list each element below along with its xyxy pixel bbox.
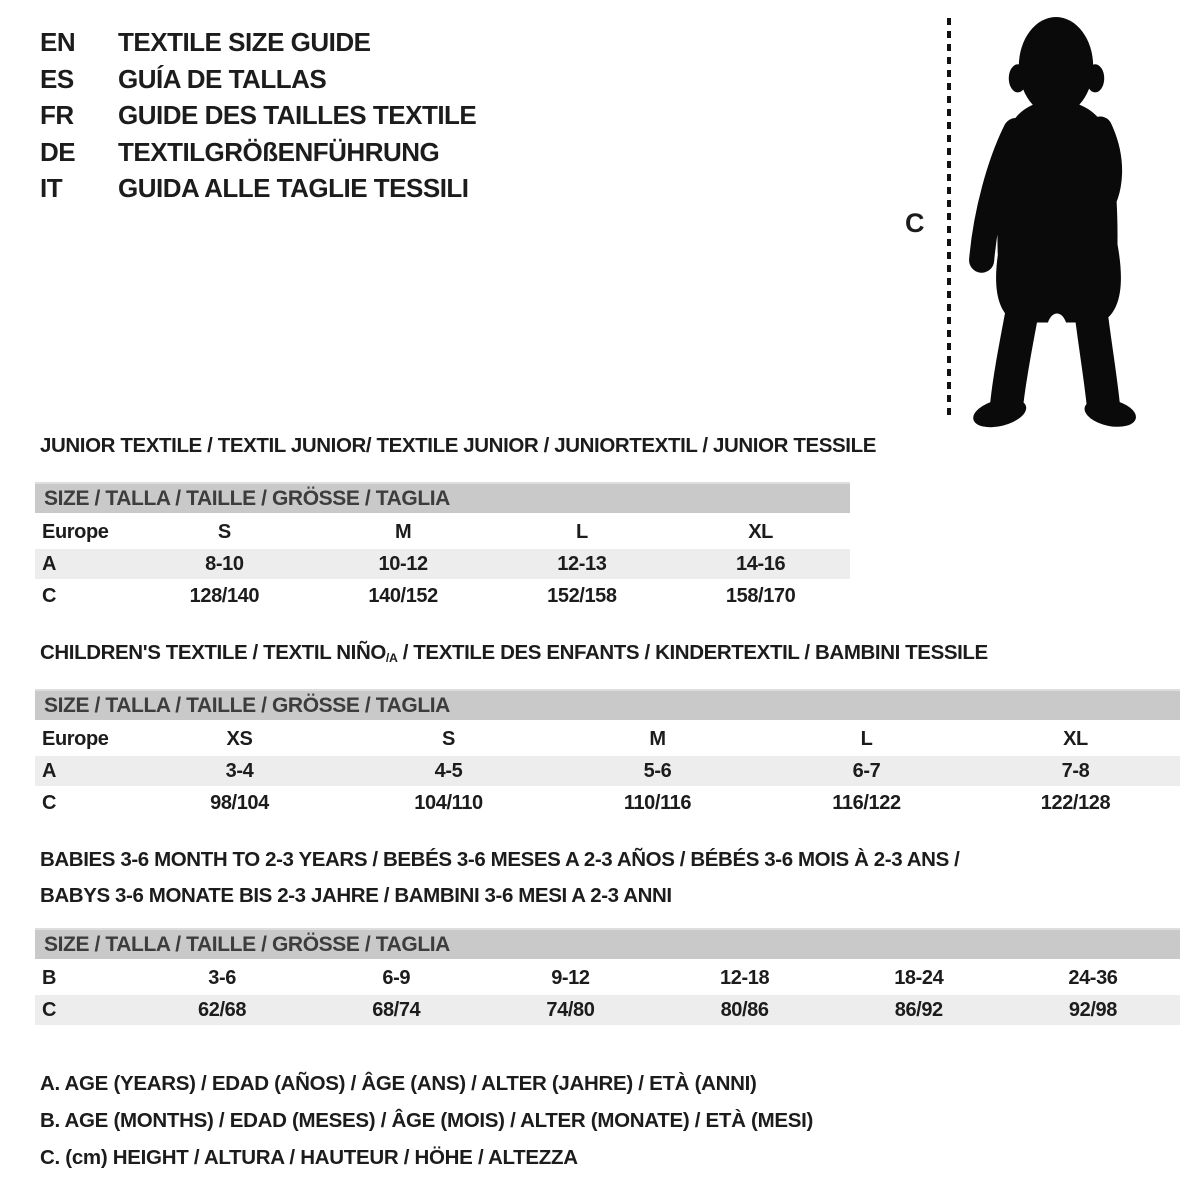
table-row-height [35, 995, 1180, 1025]
language-code: ES [40, 63, 74, 94]
table-row-age [35, 549, 850, 579]
language-title: TEXTILGRÖßENFÜHRUNG [118, 136, 440, 167]
table-row-height [35, 581, 850, 611]
row-label: B [42, 966, 57, 989]
age-cell: 8-10 [205, 552, 244, 575]
junior-section-title: JUNIOR TEXTILE / TEXTIL JUNIOR/ TEXTILE JUNIOR / JUNIORTEXTIL / JUNIOR TESSILE [40, 434, 876, 457]
size-cell: XL [748, 520, 773, 543]
legend-line-age-years: A. AGE (YEARS) / EDAD (AÑOS) / ÂGE (ANS) / ALTER (JAHRE) / ETÀ (ANNI) [40, 1072, 757, 1095]
height-measure-dashed-line [947, 18, 951, 416]
age-cell: 5-6 [643, 759, 672, 782]
height-measure-label: C [905, 208, 925, 238]
babies-size-table [35, 928, 1180, 1027]
size-header-bar: SIZE / TALLA / TAILLE / GRÖSSE / TAGLIA [35, 689, 1180, 720]
age-cell: 18-24 [894, 966, 944, 989]
height-cell: 98/104 [210, 791, 269, 814]
children-size-table [35, 689, 1180, 820]
size-header-bar: SIZE / TALLA / TAILLE / GRÖSSE / TAGLIA [35, 482, 850, 513]
height-cell: 104/110 [414, 791, 483, 814]
height-cell: 116/122 [832, 791, 901, 814]
age-cell: 3-6 [208, 966, 236, 989]
language-code: FR [40, 100, 74, 131]
legend-line-age-months: B. AGE (MONTHS) / EDAD (MESES) / ÂGE (MOIS) / ALTER (MONATE) / ETÀ (MESI) [40, 1108, 814, 1132]
height-cell: 80/86 [720, 998, 769, 1021]
height-cell: 152/158 [547, 584, 617, 607]
row-label: Europe [42, 727, 109, 750]
measurement-legend [40, 1066, 813, 1176]
language-row-es [40, 61, 476, 98]
size-cell: S [217, 520, 231, 543]
row-label: A [42, 552, 57, 575]
baby-silhouette-icon [963, 12, 1155, 430]
children-section-title [40, 641, 988, 665]
language-title: GUIDE DES TAILLES TEXTILE [118, 100, 477, 131]
size-cell: XS [226, 727, 253, 750]
size-cell: L [575, 520, 588, 543]
height-cell: 74/80 [546, 998, 595, 1021]
height-cell: 158/170 [725, 584, 796, 607]
language-title: TEXTILE SIZE GUIDE [118, 27, 371, 57]
size-header-bar: SIZE / TALLA / TAILLE / GRÖSSE / TAGLIA [35, 928, 1180, 959]
height-cell: 122/128 [1040, 791, 1111, 814]
height-cell: 86/92 [894, 998, 943, 1021]
row-label: C [42, 998, 57, 1021]
legend-line-height-cm: C. (cm) HEIGHT / ALTURA / HAUTEUR / HÖHE / ALTEZZA [40, 1145, 578, 1169]
table-row-age-months [35, 963, 1180, 993]
age-cell: 6-7 [852, 759, 881, 782]
height-cell: 110/116 [623, 791, 692, 814]
height-cell: 62/68 [198, 998, 247, 1021]
size-cell: M [394, 520, 412, 543]
height-cell: 68/74 [372, 998, 421, 1021]
language-row-de [40, 134, 476, 171]
babies-section-title-line1: BABIES 3-6 MONTH TO 2-3 YEARS / BEBÉS 3-6 MESES A 2-3 AÑOS / BÉBÉS 3-6 MOIS À 2-3 ANS / [40, 848, 960, 871]
age-cell: 14-16 [736, 552, 786, 575]
age-cell: 24-36 [1068, 966, 1118, 989]
language-row-fr [40, 97, 476, 134]
age-cell: 12-13 [557, 552, 607, 575]
language-title-list [40, 24, 476, 207]
language-code: EN [40, 27, 76, 57]
age-cell: 9-12 [551, 966, 590, 989]
height-cell: 128/140 [189, 584, 260, 607]
height-cell: 92/98 [1068, 998, 1117, 1021]
age-cell: 7-8 [1061, 759, 1090, 782]
junior-size-table [35, 482, 850, 613]
language-title: GUIDA ALLE TAGLIE TESSILI [118, 173, 469, 204]
age-cell: 4-5 [434, 759, 463, 782]
size-cell: S [442, 727, 455, 750]
age-cell: 3-4 [225, 759, 254, 782]
table-row-europe [35, 517, 850, 547]
row-label: Europe [42, 520, 109, 543]
language-row-it [40, 170, 476, 207]
size-cell: M [649, 727, 666, 750]
height-cell: 140/152 [368, 584, 438, 607]
row-label: A [42, 759, 57, 782]
babies-section-title-line2: BABYS 3-6 MONATE BIS 2-3 JAHRE / BAMBINI 3-6 MESI A 2-3 ANNI [40, 884, 672, 907]
age-cell: 12-18 [720, 966, 770, 989]
table-row-europe [35, 724, 1180, 754]
row-label: C [42, 584, 57, 607]
children-title-suffix: / TEXTILE DES ENFANTS / KINDERTEXTIL / BAMBINI TESSILE [397, 641, 988, 664]
language-code: IT [40, 173, 63, 204]
row-label: C [42, 791, 57, 814]
age-cell: 6-9 [382, 966, 411, 989]
size-cell: L [860, 727, 873, 750]
age-cell: 10-12 [378, 552, 428, 575]
language-code: DE [40, 136, 76, 167]
size-cell: XL [1063, 727, 1088, 750]
children-title-prefix: CHILDREN'S TEXTILE / TEXTIL NIÑO [40, 641, 386, 664]
table-row-height [35, 788, 1180, 818]
language-title: GUÍA DE TALLAS [118, 63, 327, 94]
children-title-subscript: /A [385, 651, 398, 665]
language-row-en [40, 24, 476, 61]
table-row-age [35, 756, 1180, 786]
